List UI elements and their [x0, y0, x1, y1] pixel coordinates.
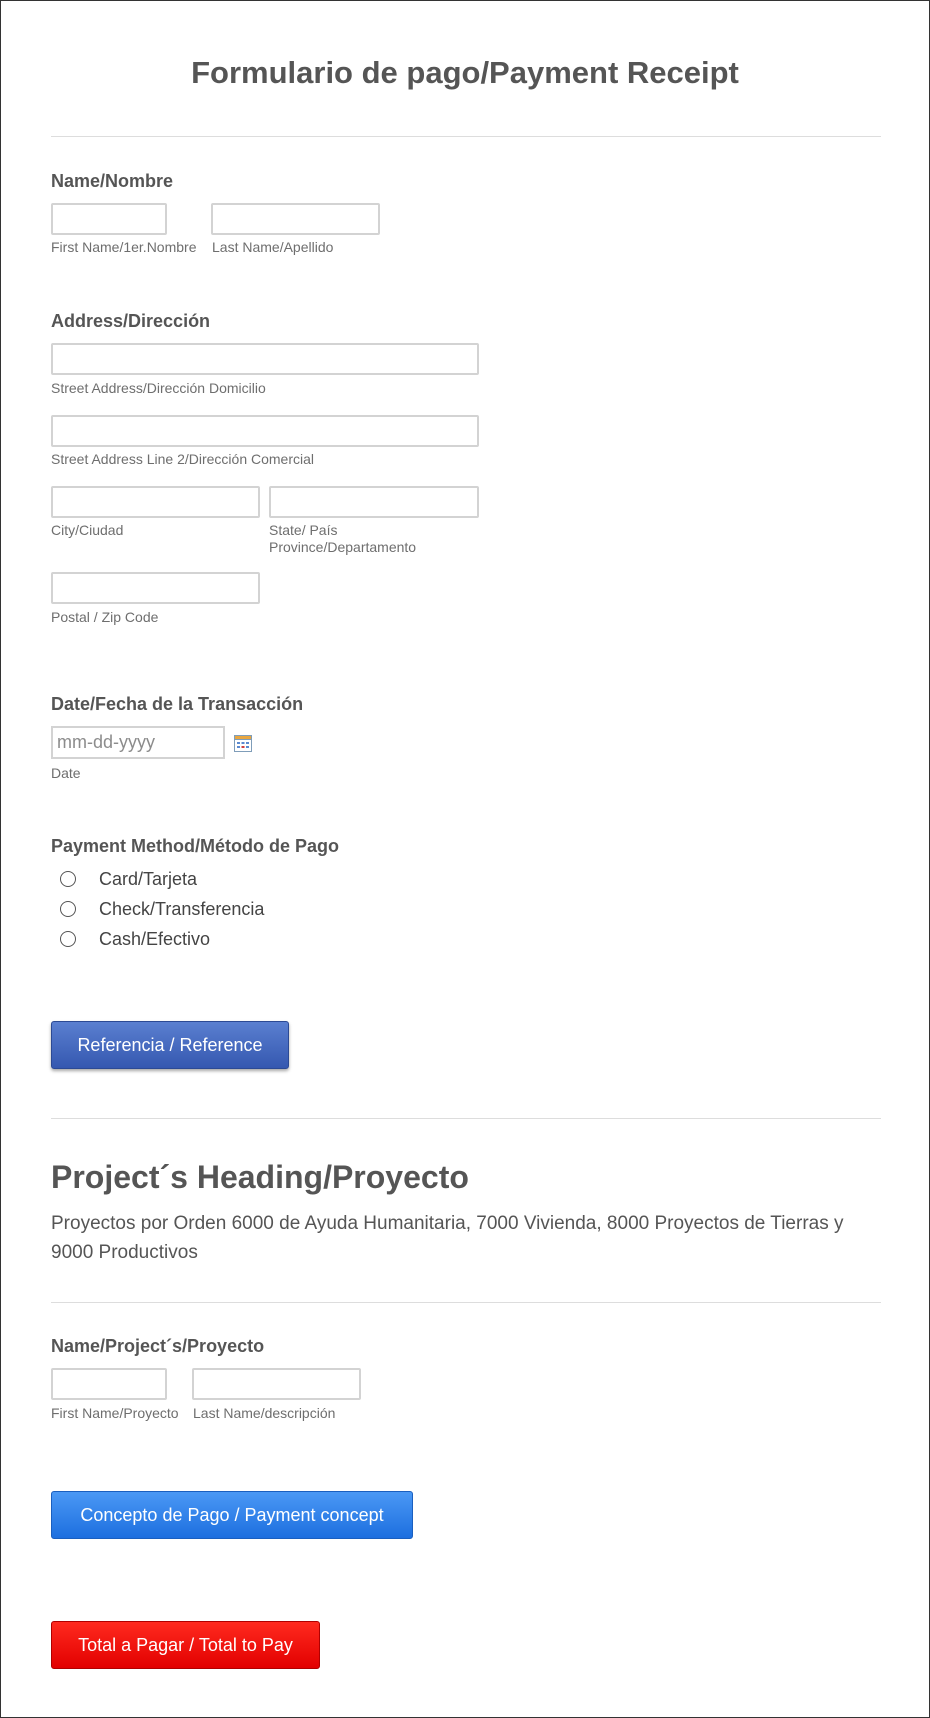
postal-code-sublabel: Postal / Zip Code	[51, 609, 159, 625]
project-first-name-input[interactable]	[51, 1368, 167, 1400]
last-name-input[interactable]	[211, 203, 380, 235]
address-label: Address/Dirección	[51, 311, 211, 331]
calendar-icon[interactable]	[234, 735, 252, 752]
name-label: Name/Nombre	[51, 171, 174, 191]
payment-option-label: Check/Transferencia	[99, 898, 265, 919]
radio-button[interactable]	[60, 901, 76, 917]
form-title: Formulario de pago/Payment Receipt	[191, 55, 739, 90]
project-last-name-sublabel: Last Name/descripción	[193, 1405, 336, 1421]
state-sublabel: State/ País	[269, 522, 338, 538]
project-description: Proyectos por Orden 6000 de Ayuda Humanitaria, 7000 Vivienda, 8000 Proyectos de Tierras y 9000 Productivos	[51, 1213, 844, 1263]
payment-option-label: Cash/Efectivo	[99, 928, 211, 949]
payment-option-check[interactable]	[60, 897, 264, 921]
divider	[51, 136, 881, 137]
postal-code-input[interactable]	[51, 572, 260, 604]
street-address-line2-sublabel: Street Address Line 2/Dirección Comercial	[51, 451, 315, 467]
radio-button[interactable]	[60, 931, 76, 947]
project-first-name-sublabel: First Name/Proyecto	[51, 1405, 179, 1421]
payment-option-label: Card/Tarjeta	[99, 868, 198, 889]
project-last-name-input[interactable]	[192, 1368, 361, 1400]
reference-button[interactable]: Referencia / Reference	[51, 1021, 289, 1069]
last-name-sublabel: Last Name/Apellido	[212, 239, 334, 255]
date-label: Date/Fecha de la Transacción	[51, 694, 304, 714]
divider	[51, 1118, 881, 1119]
radio-button[interactable]	[60, 871, 76, 887]
divider	[51, 1302, 881, 1303]
payment-method-label: Payment Method/Método de Pago	[51, 836, 340, 856]
payment-option-card[interactable]	[60, 867, 197, 891]
city-sublabel: City/Ciudad	[51, 522, 124, 538]
total-to-pay-button[interactable]: Total a Pagar / Total to Pay	[51, 1621, 320, 1669]
street-address-input[interactable]	[51, 343, 479, 375]
payment-option-cash[interactable]	[60, 927, 210, 951]
city-input[interactable]	[51, 486, 260, 518]
date-sublabel: Date	[51, 765, 81, 781]
province-sublabel: Province/Departamento	[269, 539, 417, 555]
state-input[interactable]	[269, 486, 479, 518]
date-input[interactable]: mm-dd-yyyy	[51, 726, 225, 759]
first-name-input[interactable]	[51, 203, 167, 235]
project-heading: Project´s Heading/Proyecto	[51, 1159, 469, 1195]
street-address-sublabel: Street Address/Dirección Domicilio	[51, 380, 266, 396]
project-name-label: Name/Project´s/Proyecto	[51, 1336, 265, 1356]
payment-concept-button[interactable]: Concepto de Pago / Payment concept	[51, 1491, 413, 1539]
first-name-sublabel: First Name/1er.Nombre	[51, 239, 197, 255]
street-address-line2-input[interactable]	[51, 415, 479, 447]
